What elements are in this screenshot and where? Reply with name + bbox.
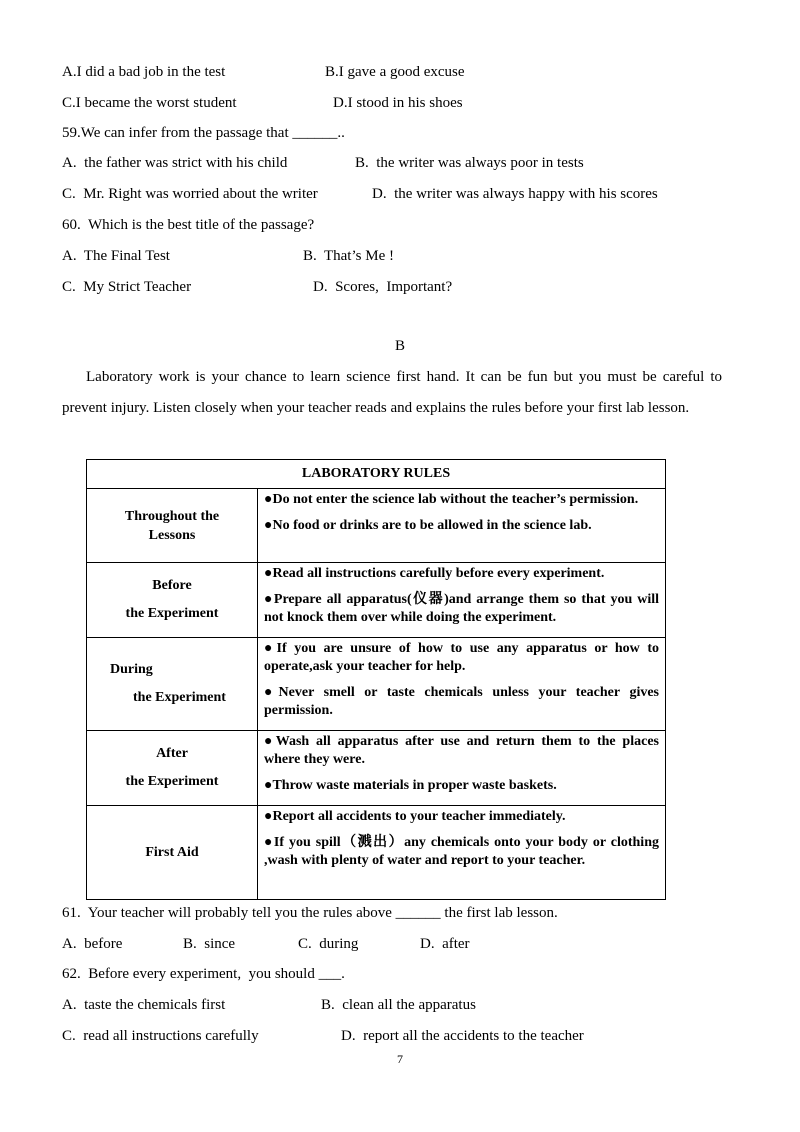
- rule-text: ●Do not enter the science lab without the teacher’s permission.: [264, 492, 639, 507]
- q62-stem: 62. Before every experiment, you should ___.: [62, 966, 345, 982]
- section-heading: B: [394, 338, 405, 354]
- q58-option-d: D.I stood in his shoes: [333, 95, 463, 111]
- q61-option-a: A. before: [62, 936, 123, 952]
- page-number: 7: [397, 1052, 403, 1066]
- q59-option-a: A. the father was strict with his child: [62, 155, 288, 171]
- row-rules: [258, 638, 666, 731]
- q59-option-b: B. the writer was always poor in tests: [355, 155, 584, 171]
- table-row: [87, 806, 666, 900]
- row-label-line2: the Experiment: [133, 690, 226, 705]
- row-label-line1: First Aid: [145, 844, 199, 860]
- q60-option-b: B. That’s Me !: [303, 248, 394, 264]
- row-label: [87, 638, 258, 731]
- table-row: [87, 563, 666, 638]
- q58-option-a: A.I did a bad job in the test: [62, 64, 226, 80]
- q61-option-b: B. since: [183, 936, 236, 952]
- row-label-line1: During: [110, 662, 153, 677]
- q59-option-d: D. the writer was always happy with his scores: [372, 186, 658, 202]
- q60-option-a: A. The Final Test: [62, 248, 170, 264]
- row-label-line1: Throughout the: [124, 508, 220, 524]
- q62-option-c: C. read all instructions carefully: [62, 1028, 259, 1044]
- rule-text: ●Throw waste materials in proper waste baskets.: [264, 778, 557, 793]
- q62-option-b: B. clean all the apparatus: [321, 997, 476, 1013]
- row-label: [87, 489, 258, 563]
- q61-stem: 61. Your teacher will probably tell you the rules above ______ the first lab lesson.: [62, 905, 558, 921]
- table-row: [87, 489, 666, 563]
- q60-stem: 60. Which is the best title of the passage?: [62, 217, 315, 233]
- row-label-line2: the Experiment: [125, 606, 219, 621]
- table-row: [87, 638, 666, 731]
- row-label: [87, 563, 258, 638]
- row-label: [87, 731, 258, 806]
- row-label: [87, 806, 258, 900]
- row-label-line1: Before: [152, 578, 192, 593]
- row-label-line1: After: [156, 746, 188, 761]
- rule-text: ●Wash all apparatus after use and return them to the places where they were.: [264, 734, 659, 767]
- q60-option-c: C. My Strict Teacher: [62, 279, 192, 295]
- intro-paragraph: Laboratory work is your chance to learn science first hand. It can be fun but you must be careful to prevent injury. Listen closely when your teacher reads and explains the rules before your first lab lesson.: [62, 369, 722, 416]
- row-rules: [258, 731, 666, 806]
- rule-text: ●No food or drinks are to be allowed in the science lab.: [264, 518, 592, 533]
- q62-option-a: A. taste the chemicals first: [62, 997, 226, 1013]
- q62-option-d: D. report all the accidents to the teacher: [341, 1028, 584, 1044]
- row-rules: [258, 563, 666, 638]
- rule-text: ●If you spill（溅出）any chemicals onto your body or clothing ,wash with plenty of water and report to your teacher.: [264, 835, 659, 868]
- rule-text: ●Never smell or taste chemicals unless your teacher gives permission.: [264, 685, 659, 718]
- rule-text: ●Report all accidents to your teacher immediately.: [264, 809, 566, 824]
- q58-option-c: C.I became the worst student: [62, 95, 237, 111]
- rule-text: ●If you are unsure of how to use any apparatus or how to operate,ask your teacher for help.: [264, 641, 659, 674]
- table-title: LABORATORY RULES: [87, 460, 666, 489]
- rule-text: ●Prepare all apparatus(仪器)and arrange them so that you will not knock them over while doing the experiment.: [264, 592, 659, 625]
- q59-stem: 59.We can infer from the passage that ______..: [62, 125, 345, 141]
- q60-option-d: D. Scores, Important?: [313, 279, 453, 295]
- q58-option-b: B.I gave a good excuse: [325, 64, 465, 80]
- row-label-line2: Lessons: [148, 527, 196, 543]
- row-rules: [258, 806, 666, 900]
- q61-option-c: C. during: [298, 936, 359, 952]
- row-label-line2: the Experiment: [125, 774, 219, 789]
- table-row: [87, 731, 666, 806]
- q61-option-d: D. after: [420, 936, 470, 952]
- rule-text: ●Read all instructions carefully before every experiment.: [264, 566, 605, 581]
- row-rules: [258, 489, 666, 563]
- q59-option-c: C. Mr. Right was worried about the writer: [62, 186, 318, 202]
- laboratory-rules-table: [86, 459, 666, 900]
